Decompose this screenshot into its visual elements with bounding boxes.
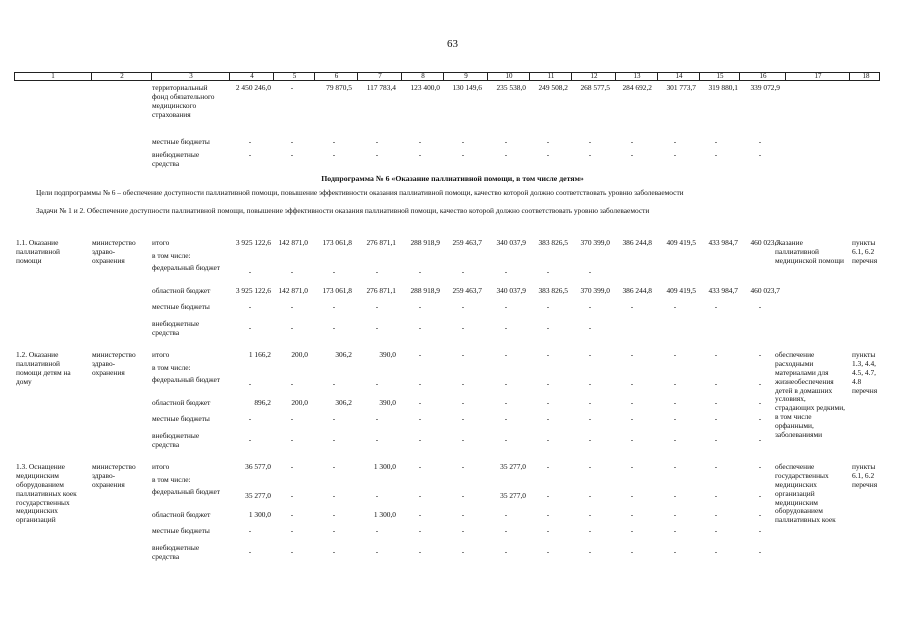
value-cell: - [758, 510, 762, 519]
value-cell: - [588, 150, 592, 159]
value-cell: - [290, 462, 294, 471]
value-cell: 3 925 122,6 [235, 286, 271, 295]
value-cell: 123 400,0 [410, 83, 440, 92]
column-header-3: 3 [151, 73, 230, 80]
value-cell: - [375, 526, 379, 535]
value-cell: - [588, 302, 592, 311]
value-cell: - [714, 150, 718, 159]
value-cell: - [461, 398, 465, 407]
value-cell: - [630, 350, 634, 359]
value-cell: - [461, 462, 465, 471]
value-cell: - [418, 398, 422, 407]
value-cell: - [758, 435, 762, 444]
value-cell: 173 061,8 [322, 238, 352, 247]
value-cell: 370 399,0 [580, 286, 610, 295]
value-cell: - [461, 150, 465, 159]
value-cell: - [714, 414, 718, 423]
value-cell: - [673, 414, 677, 423]
value-cell: 386 244,8 [622, 286, 652, 295]
value-cell: - [290, 547, 294, 556]
column-header-14: 14 [657, 73, 700, 80]
value-cell: - [758, 137, 762, 146]
value-cell: - [714, 491, 718, 500]
funding-source-label: областной бюджет [152, 286, 211, 295]
value-cell: - [290, 491, 294, 500]
value-cell: - [332, 137, 336, 146]
value-cell: - [290, 137, 294, 146]
value-cell: - [714, 137, 718, 146]
column-header-12: 12 [571, 73, 616, 80]
value-cell: - [504, 435, 508, 444]
funding-source-label: в том числе: [152, 475, 191, 484]
value-cell: 276 871,1 [366, 238, 396, 247]
value-cell: - [418, 379, 422, 388]
value-cell: - [588, 526, 592, 535]
value-cell: - [290, 302, 294, 311]
value-cell: - [461, 526, 465, 535]
value-cell: 370 399,0 [580, 238, 610, 247]
value-cell: - [461, 435, 465, 444]
column-header-9: 9 [443, 73, 488, 80]
value-cell: - [332, 547, 336, 556]
value-cell: - [418, 462, 422, 471]
value-cell: 284 692,2 [622, 83, 652, 92]
value-cell: - [248, 414, 252, 423]
value-cell: - [290, 414, 294, 423]
value-cell: - [290, 83, 294, 92]
value-cell: 339 072,9 [750, 83, 780, 92]
funding-source-label: местные бюджеты [152, 302, 210, 311]
value-cell: 2 450 246,0 [235, 83, 271, 92]
column-number-header [14, 72, 880, 81]
value-cell: - [546, 462, 550, 471]
value-cell: 1 300,0 [248, 510, 271, 519]
value-cell: 319 880,1 [708, 83, 738, 92]
value-cell: - [588, 323, 592, 332]
value-cell: 306,2 [335, 398, 352, 407]
value-cell: - [758, 526, 762, 535]
value-cell: - [375, 435, 379, 444]
value-cell: - [630, 547, 634, 556]
column-header-6: 6 [314, 73, 358, 80]
funding-source-label: итого [152, 462, 170, 471]
value-cell: 200,0 [291, 350, 308, 359]
funding-source-label: федеральный бюджет [152, 487, 221, 496]
value-cell: 896,2 [254, 398, 271, 407]
column-header-4: 4 [229, 73, 274, 80]
value-cell: - [418, 267, 422, 276]
value-cell: - [418, 547, 422, 556]
value-cell: - [546, 137, 550, 146]
measure-executor: министерство здраво-охранения [92, 238, 136, 265]
value-cell: 173 061,8 [322, 286, 352, 295]
value-cell: 390,0 [379, 350, 396, 359]
value-cell: - [504, 414, 508, 423]
value-cell: - [758, 414, 762, 423]
value-cell: 433 984,7 [708, 286, 738, 295]
measure-result: обеспечение государственных медицинских организаций медицинским оборудованием паллиативных коек [775, 462, 836, 525]
value-cell: - [290, 150, 294, 159]
value-cell: - [546, 526, 550, 535]
funding-source-label: местные бюджеты [152, 414, 210, 423]
column-header-8: 8 [401, 73, 444, 80]
value-cell: - [418, 526, 422, 535]
value-cell: 142 871,0 [278, 286, 308, 295]
value-cell: - [375, 302, 379, 311]
column-header-18: 18 [849, 73, 882, 80]
value-cell: - [714, 350, 718, 359]
value-cell: - [588, 267, 592, 276]
value-cell: - [546, 491, 550, 500]
value-cell: - [546, 350, 550, 359]
funding-source-label: внебюджетные средства [152, 150, 200, 168]
column-header-15: 15 [699, 73, 740, 80]
value-cell: 35 277,0 [500, 491, 526, 500]
column-header-2: 2 [91, 73, 152, 80]
value-cell: 288 918,9 [410, 286, 440, 295]
measure-reference: пункты 6.1, 6.2 перечня [852, 462, 878, 489]
value-cell: - [461, 323, 465, 332]
value-cell: 130 149,6 [452, 83, 482, 92]
value-cell: - [630, 435, 634, 444]
value-cell: - [461, 491, 465, 500]
value-cell: - [461, 379, 465, 388]
value-cell: - [504, 350, 508, 359]
value-cell: 460 023,7 [750, 286, 780, 295]
value-cell: 383 826,5 [538, 286, 568, 295]
funding-source-label: областной бюджет [152, 510, 211, 519]
funding-source-label: местные бюджеты [152, 526, 210, 535]
value-cell: 249 508,2 [538, 83, 568, 92]
value-cell: - [290, 526, 294, 535]
value-cell: - [290, 510, 294, 519]
value-cell: - [630, 379, 634, 388]
funding-source-label: в том числе: [152, 363, 191, 372]
value-cell: - [714, 547, 718, 556]
value-cell: - [332, 526, 336, 535]
column-header-7: 7 [357, 73, 402, 80]
value-cell: - [375, 150, 379, 159]
value-cell: 460 023,7 [750, 238, 780, 247]
value-cell: - [758, 350, 762, 359]
subprogram-goals: Цели подпрограммы № 6 – обеспечение доступности паллиативной помощи, повышение эффективности оказания паллиативной помощи, качество которой должно соответствовать уровню заболеваемости [36, 188, 684, 197]
value-cell: - [758, 379, 762, 388]
value-cell: - [673, 510, 677, 519]
value-cell: - [290, 379, 294, 388]
value-cell: - [418, 350, 422, 359]
value-cell: - [758, 547, 762, 556]
value-cell: - [630, 526, 634, 535]
value-cell: - [714, 526, 718, 535]
value-cell: - [673, 398, 677, 407]
value-cell: - [418, 510, 422, 519]
value-cell: - [588, 414, 592, 423]
value-cell: - [588, 491, 592, 500]
value-cell: - [630, 510, 634, 519]
value-cell: 200,0 [291, 398, 308, 407]
value-cell: - [546, 414, 550, 423]
value-cell: - [546, 510, 550, 519]
column-header-17: 17 [785, 73, 850, 80]
value-cell: 390,0 [379, 398, 396, 407]
value-cell: - [248, 302, 252, 311]
value-cell: - [248, 137, 252, 146]
value-cell: - [332, 267, 336, 276]
value-cell: 433 984,7 [708, 238, 738, 247]
value-cell: - [630, 462, 634, 471]
value-cell: - [504, 267, 508, 276]
value-cell: 386 244,8 [622, 238, 652, 247]
value-cell: - [248, 323, 252, 332]
value-cell: 301 773,7 [666, 83, 696, 92]
value-cell: - [714, 510, 718, 519]
value-cell: - [630, 491, 634, 500]
measure-result: оказание паллиативной медицинской помощи [775, 238, 844, 265]
value-cell: 340 037,9 [496, 238, 526, 247]
value-cell: 268 577,5 [580, 83, 610, 92]
value-cell: 117 783,4 [366, 83, 396, 92]
funding-source-label: внебюджетные средства [152, 431, 200, 449]
value-cell: 79 870,5 [326, 83, 352, 92]
value-cell: - [546, 150, 550, 159]
value-cell: - [418, 414, 422, 423]
value-cell: - [673, 302, 677, 311]
column-header-13: 13 [615, 73, 658, 80]
value-cell: 1 300,0 [373, 510, 396, 519]
value-cell: - [546, 302, 550, 311]
value-cell: - [546, 323, 550, 332]
value-cell: - [504, 398, 508, 407]
value-cell: - [504, 137, 508, 146]
value-cell: - [504, 150, 508, 159]
value-cell: - [375, 547, 379, 556]
value-cell: 3 925 122,6 [235, 238, 271, 247]
value-cell: - [418, 302, 422, 311]
funding-source-label: внебюджетные средства [152, 319, 200, 337]
value-cell: - [673, 462, 677, 471]
value-cell: - [332, 435, 336, 444]
value-cell: - [332, 510, 336, 519]
value-cell: - [461, 547, 465, 556]
value-cell: 340 037,9 [496, 286, 526, 295]
value-cell: 383 826,5 [538, 238, 568, 247]
value-cell: - [546, 435, 550, 444]
value-cell: - [418, 323, 422, 332]
value-cell: - [758, 398, 762, 407]
value-cell: - [546, 398, 550, 407]
value-cell: 35 277,0 [245, 491, 271, 500]
value-cell: - [290, 267, 294, 276]
column-header-11: 11 [529, 73, 572, 80]
value-cell: 35 277,0 [500, 462, 526, 471]
value-cell: - [290, 323, 294, 332]
value-cell: - [758, 462, 762, 471]
value-cell: - [673, 150, 677, 159]
value-cell: - [248, 547, 252, 556]
funding-source-label: территориальный фонд обязательного медицинского страхования [152, 83, 215, 119]
value-cell: - [290, 435, 294, 444]
value-cell: - [630, 414, 634, 423]
value-cell: - [332, 150, 336, 159]
column-header-10: 10 [487, 73, 530, 80]
value-cell: - [714, 435, 718, 444]
column-header-5: 5 [273, 73, 315, 80]
value-cell: - [332, 462, 336, 471]
funding-source-label: федеральный бюджет [152, 375, 221, 384]
value-cell: - [418, 491, 422, 500]
value-cell: - [332, 379, 336, 388]
value-cell: - [504, 323, 508, 332]
value-cell: 1 300,0 [373, 462, 396, 471]
value-cell: - [546, 267, 550, 276]
value-cell: - [714, 302, 718, 311]
funding-source-label: внебюджетные средства [152, 543, 200, 561]
subprogram-tasks: Задачи № 1 и 2. Обеспечение доступности паллиативной помощи, повышение эффективности оказания паллиативной помощи, качество которой должно соответствовать уровню заболеваемости [36, 206, 650, 215]
value-cell: - [588, 462, 592, 471]
value-cell: - [332, 323, 336, 332]
value-cell: - [375, 491, 379, 500]
value-cell: 142 871,0 [278, 238, 308, 247]
value-cell: - [630, 137, 634, 146]
value-cell: - [375, 379, 379, 388]
value-cell: - [758, 150, 762, 159]
measure-reference: пункты 1.3, 4.4, 4.5, 4.7, 4.8 перечня [852, 350, 878, 395]
value-cell: - [504, 526, 508, 535]
value-cell: - [588, 350, 592, 359]
measure-result: обеспечение расходными материалами для жизнеобеспечения детей в домашних условиях, страдающих редкими, в том числе орфанными, заболеваниями [775, 350, 845, 439]
value-cell: - [758, 302, 762, 311]
value-cell: - [630, 302, 634, 311]
value-cell: 276 871,1 [366, 286, 396, 295]
value-cell: - [714, 462, 718, 471]
value-cell: 409 419,5 [666, 238, 696, 247]
value-cell: - [461, 510, 465, 519]
value-cell: 409 419,5 [666, 286, 696, 295]
value-cell: - [714, 398, 718, 407]
funding-source-label: итого [152, 238, 170, 247]
value-cell: - [418, 150, 422, 159]
value-cell: - [375, 323, 379, 332]
measure-name: 1.3. Оснащение медицинским оборудованием паллиативных коек государственных медицинских организаций [16, 462, 77, 525]
measure-name: 1.1. Оказание паллиативной помощи [16, 238, 61, 265]
value-cell: - [673, 350, 677, 359]
value-cell: - [248, 435, 252, 444]
value-cell: 259 463,7 [452, 286, 482, 295]
value-cell: - [588, 547, 592, 556]
value-cell: - [332, 414, 336, 423]
value-cell: - [332, 302, 336, 311]
value-cell: - [546, 379, 550, 388]
value-cell: - [461, 350, 465, 359]
value-cell: 288 918,9 [410, 238, 440, 247]
value-cell: - [504, 547, 508, 556]
value-cell: - [375, 267, 379, 276]
value-cell: - [588, 435, 592, 444]
value-cell: - [673, 137, 677, 146]
value-cell: - [504, 302, 508, 311]
value-cell: - [461, 414, 465, 423]
value-cell: - [588, 379, 592, 388]
value-cell: - [673, 491, 677, 500]
funding-source-label: областной бюджет [152, 398, 211, 407]
value-cell: 36 577,0 [245, 462, 271, 471]
value-cell: - [504, 379, 508, 388]
value-cell: 306,2 [335, 350, 352, 359]
value-cell: 235 538,0 [496, 83, 526, 92]
value-cell: - [588, 137, 592, 146]
value-cell: - [248, 526, 252, 535]
column-header-16: 16 [739, 73, 786, 80]
value-cell: - [248, 267, 252, 276]
value-cell: - [418, 137, 422, 146]
subprogram-title: Подпрограмма № 6 «Оказание паллиативной помощи, в том числе детям» [321, 174, 584, 183]
column-header-1: 1 [51, 72, 55, 80]
value-cell: - [248, 150, 252, 159]
funding-source-label: местные бюджеты [152, 137, 210, 146]
value-cell: - [758, 491, 762, 500]
value-cell: - [546, 547, 550, 556]
measure-reference: пункты 6.1, 6.2 перечня [852, 238, 878, 265]
value-cell: - [332, 491, 336, 500]
value-cell: - [630, 150, 634, 159]
value-cell: - [461, 267, 465, 276]
value-cell: - [714, 379, 718, 388]
value-cell: - [248, 379, 252, 388]
value-cell: - [375, 137, 379, 146]
value-cell: - [673, 435, 677, 444]
funding-source-label: итого [152, 350, 170, 359]
value-cell: - [673, 526, 677, 535]
page-number: 63 [447, 38, 458, 50]
value-cell: - [375, 414, 379, 423]
value-cell: - [418, 435, 422, 444]
value-cell: 259 463,7 [452, 238, 482, 247]
value-cell: - [461, 137, 465, 146]
value-cell: - [461, 302, 465, 311]
measure-executor: министерство здраво-охранения [92, 462, 136, 489]
funding-source-label: федеральный бюджет [152, 263, 221, 272]
funding-source-label: в том числе: [152, 251, 191, 260]
value-cell: - [504, 510, 508, 519]
value-cell: - [588, 510, 592, 519]
value-cell: - [673, 379, 677, 388]
value-cell: - [588, 398, 592, 407]
measure-name: 1.2. Оказание паллиативной помощи детям на дому [16, 350, 71, 386]
value-cell: 1 166,2 [248, 350, 271, 359]
value-cell: - [630, 398, 634, 407]
measure-executor: министерство здраво-охранения [92, 350, 136, 377]
value-cell: - [673, 547, 677, 556]
